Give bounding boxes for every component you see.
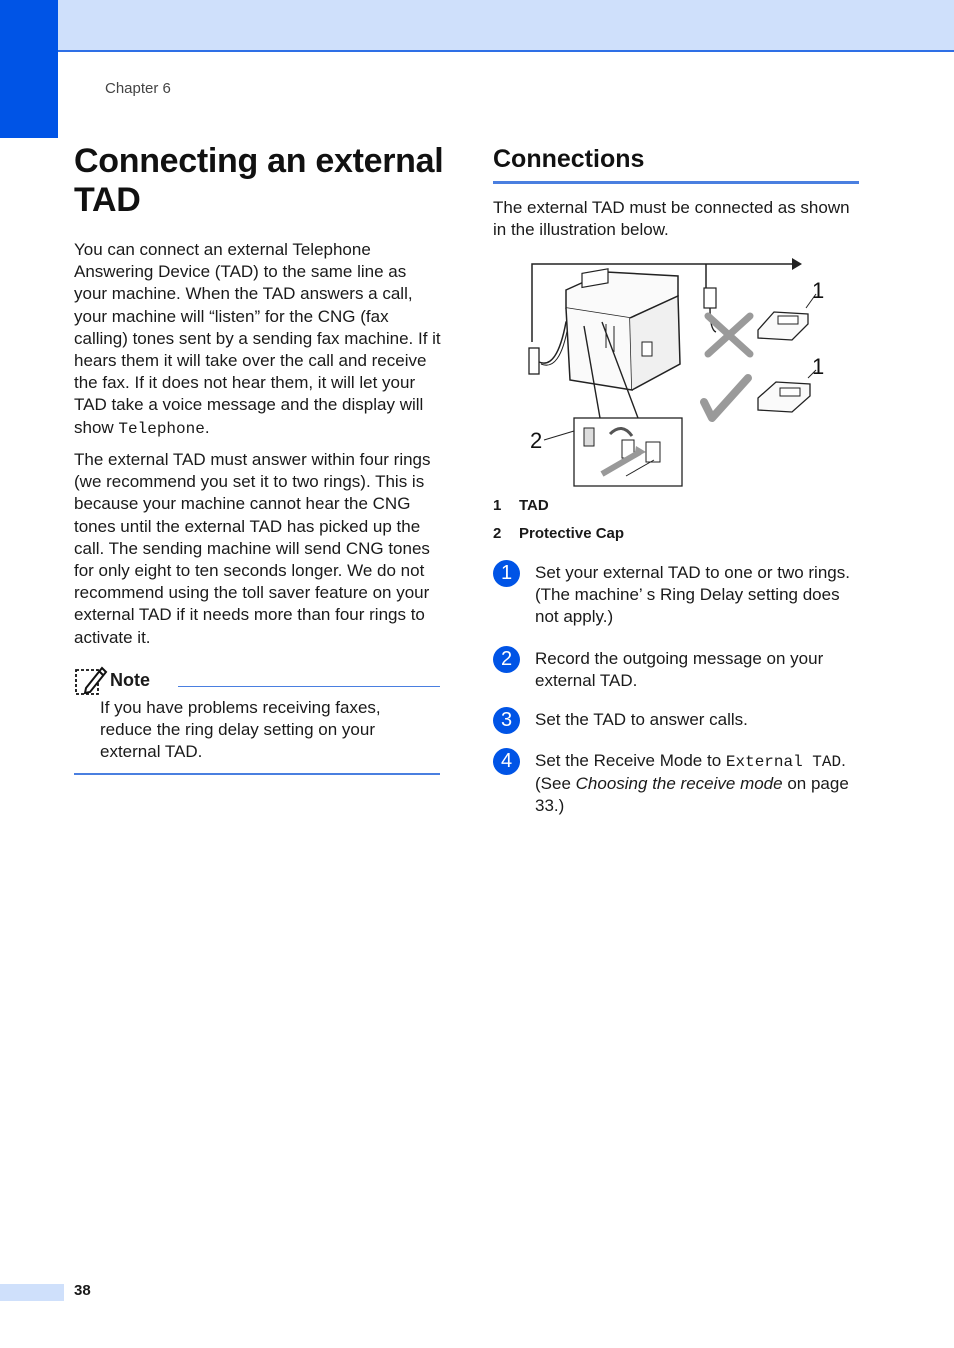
section-title: Connections [493,145,645,173]
step-number-badge: 4 [493,748,520,775]
page-number-bar [0,1284,64,1301]
tad-device-top [758,294,816,340]
section-rule [493,181,859,184]
callout-1b: 1 [812,354,825,379]
chapter-label: Chapter 6 [105,80,171,97]
note-text: If you have problems receiving faxes, reduce the ring delay setting on your external TAD. [100,698,381,762]
chapter-tab [0,0,58,138]
legend-num: 1 [493,497,502,514]
legend-item-2 [493,525,624,542]
intro-end: . [204,417,210,437]
note-pencil-icon [74,664,108,696]
callout-2: 2 [530,428,543,453]
check-icon [704,378,748,418]
step-number-badge: 1 [493,560,520,587]
legend-label: TAD [519,497,549,514]
page-number: 38 [74,1282,91,1299]
intro-text: You can connect an external Telephone Answering Device (TAD) to the same line as your machine. When the TAD answers a call, your machine will “listen” for the CNG (fax calling) tones sent by a sending fax machine. If it hears them it will take over the call and receive the fax. If it does not hear them, it will let your TAD take a voice message and the display will show [74,240,441,437]
note-bottom-rule [74,773,440,775]
step-number-badge: 2 [493,646,520,673]
cross-reference-link[interactable]: Choosing the receive mode [575,774,783,794]
step-text: Set the TAD to answer calls. [535,710,748,729]
legend-label: Protective Cap [519,525,625,542]
step-4-post: on page 33.) [535,774,849,816]
connections-intro: The external TAD must be connected as shown in the illustration below. [493,198,850,240]
intro-paragraph [74,239,442,440]
rings-paragraph: The external TAD must answer within four rings (we recommend you set it to two rings). This is because your machine cannot hear the CNG tones until the external TAD has picked up the call. The sending machine will send CNG tones for only eight to ten seconds longer. We do not recommend using the toll saver feature on your external TAD if it needs more than four rings to activate it. [74,450,431,647]
step-4-mid: . (See [535,751,846,794]
note-box [74,664,440,776]
step-number-badge: 3 [493,707,520,734]
cross-icon [708,316,750,354]
receive-mode-code: External TAD [725,753,842,771]
page-title: Connecting an external TAD [74,142,444,219]
step-4-pre: Set the Receive Mode to [535,751,726,770]
tad-device-bottom [758,370,816,412]
step-text [535,750,855,818]
legend-num: 2 [493,525,502,542]
display-code-telephone: Telephone [118,419,205,438]
note-title: Note [110,670,150,690]
step-text: Set your external TAD to one or two rings. (The machine’ s Ring Delay setting does not apply.) [535,563,850,627]
note-divider [178,686,440,687]
fax-machine-drawing [566,269,680,390]
callout-1a: 1 [812,278,825,303]
legend-item-1 [493,497,549,514]
header-bar [0,0,954,52]
connection-illustration [522,252,834,490]
step-text: Record the outgoing message on your external TAD. [535,649,824,691]
